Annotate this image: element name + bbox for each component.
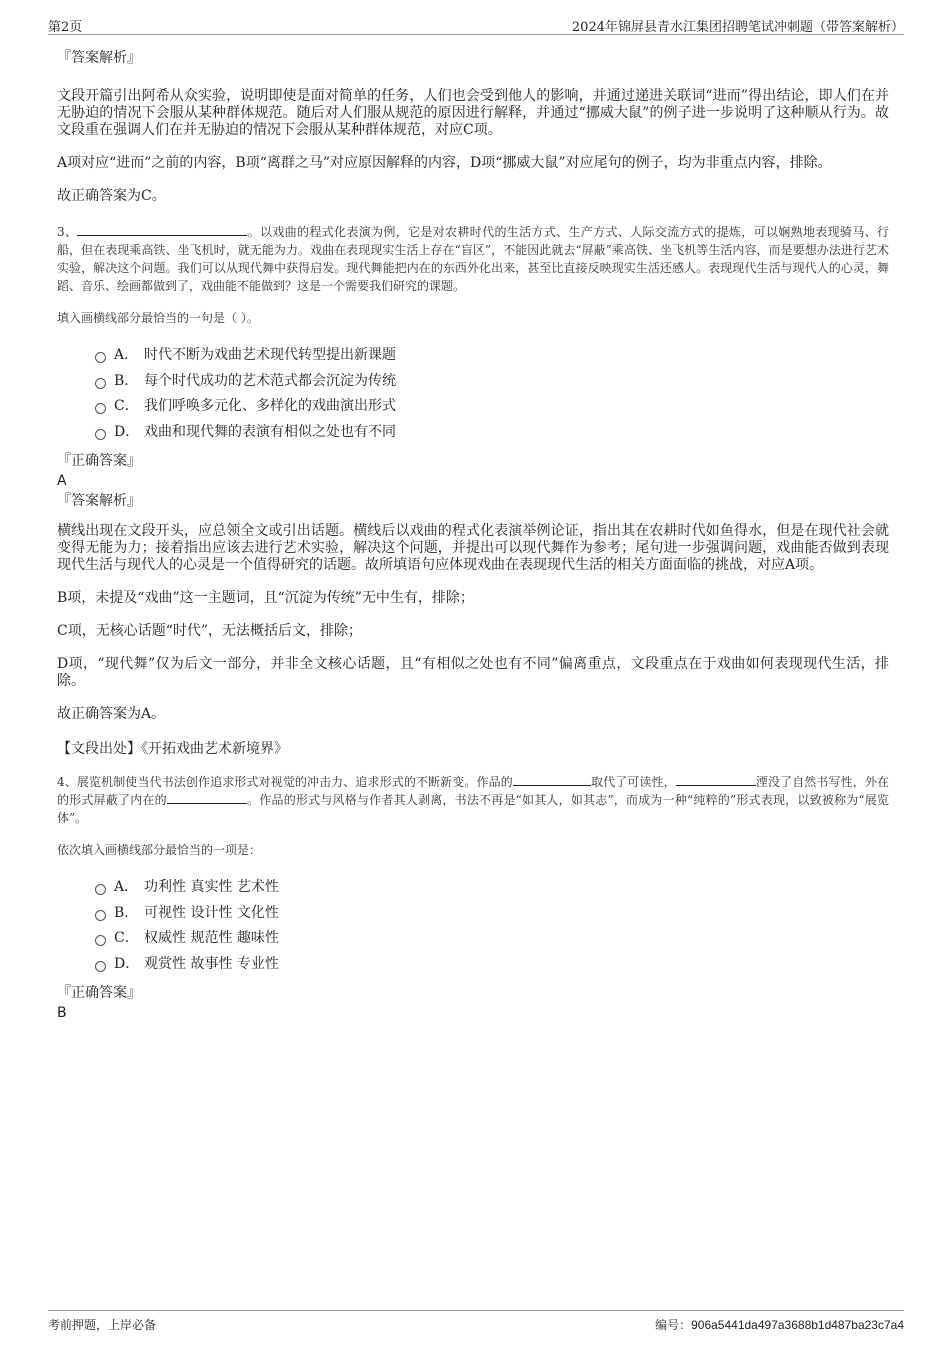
option-a[interactable] <box>95 877 889 903</box>
option-text: 我们呼唤多元化、多样化的戏曲演出形式 <box>144 398 396 414</box>
correct-answer-label: 『正确答案』 <box>57 985 141 1001</box>
document-code <box>655 1316 904 1333</box>
question-body: 。作品的形式与风格与作者其人剥离，书法不再是“如其人，如其志”，而成为一种“纯粹的”形式表现，以致被称为“展览体”。 <box>57 793 889 825</box>
question-3-text <box>57 223 889 295</box>
fill-blank <box>676 773 756 786</box>
option-d[interactable] <box>95 954 889 980</box>
analysis-label: 『答案解析』 <box>57 50 141 66</box>
radio-button[interactable] <box>95 935 106 946</box>
fill-blank <box>77 223 247 236</box>
analysis-paragraph: 文段开篇引出阿希从众实验，说明即使是面对简单的任务，人们也会受到他人的影响，并通过递进关联词“进而”得出结论，即人们在并无胁迫的情况下会服从某种群体规范。随后对人们服从规范的原因进行解释，并通过“挪威大鼠”的例子进一步说明了这种顺从行为。故文段重在强调人们在并无胁迫的情况下会服从某种群体规范，对应C项。 <box>57 88 889 138</box>
option-text: 时代不断为戏曲艺术现代转型提出新课题 <box>144 347 396 363</box>
code-label: 编号： <box>655 1318 692 1332</box>
option-text: 观赏性 故事性 专业性 <box>144 955 279 972</box>
page-number: 第2页 <box>48 20 83 35</box>
option-c[interactable] <box>95 396 889 422</box>
analysis-paragraph: C项，无核心话题“时代”，无法概括后文，排除； <box>57 623 363 639</box>
option-letter: D． <box>114 955 140 972</box>
document-title: 2024年锦屏县青水江集团招聘笔试冲刺题（带答案解析） <box>571 20 904 35</box>
answer-statement: 故正确答案为A。 <box>57 706 166 722</box>
radio-button[interactable] <box>95 378 106 389</box>
option-c[interactable] <box>95 928 889 954</box>
analysis-paragraph: A项对应“进而”之前的内容，B项“离群之马”对应原因解释的内容，D项“挪威大鼠”对应尾句的例子，均为非重点内容，排除。 <box>57 155 832 171</box>
option-d[interactable] <box>95 422 889 448</box>
radio-button[interactable] <box>95 429 106 440</box>
option-letter: A． <box>114 347 139 363</box>
question-4-options <box>95 877 889 979</box>
question-body: 湮没了自然书写性，外在的形式屏蔽了内在的 <box>57 775 889 807</box>
fill-blank <box>167 791 247 804</box>
question-body: 展览机制使当代书法创作追求形式对视觉的冲击力、追求形式的不断新变。作品的 <box>76 775 513 789</box>
question-3-options <box>95 345 889 447</box>
question-body: 取代了可读性， <box>590 775 676 789</box>
document-body <box>57 40 889 1023</box>
correct-answer: A <box>57 473 67 489</box>
code-value: 906a5441da497a3688b1d487ba23c7a4 <box>691 1318 904 1332</box>
radio-button[interactable] <box>95 403 106 414</box>
radio-button[interactable] <box>95 352 106 363</box>
fill-blank <box>513 773 591 786</box>
radio-button[interactable] <box>95 910 106 921</box>
option-text: 可视性 设计性 文化性 <box>144 904 279 921</box>
option-letter: C． <box>114 930 139 946</box>
option-text: 每个时代成功的艺术范式都会沉淀为传统 <box>144 372 396 389</box>
option-letter: A． <box>114 879 139 895</box>
option-letter: C． <box>114 398 139 414</box>
question-number: 4、 <box>57 775 77 789</box>
correct-answer: B <box>57 1005 67 1021</box>
question-prompt: 填入画横线部分最恰当的一句是（ ）。 <box>57 311 259 325</box>
option-letter: D． <box>114 423 140 440</box>
analysis-label: 『答案解析』 <box>57 493 141 509</box>
option-text: 戏曲和现代舞的表演有相似之处也有不同 <box>144 423 396 440</box>
question-4-text <box>57 773 889 827</box>
footer-slogan: 考前押题，上岸必备 <box>48 1318 157 1332</box>
analysis-paragraph: B项，未提及“戏曲”这一主题词，且“沉淀为传统”无中生有，排除； <box>57 590 474 606</box>
option-letter: B． <box>114 372 139 389</box>
passage-source: 【文段出处】《开拓戏曲艺术新境界》 <box>57 741 288 757</box>
radio-button[interactable] <box>95 884 106 895</box>
page-header <box>48 14 904 35</box>
correct-answer-label: 『正确答案』 <box>57 453 141 469</box>
answer-statement: 故正确答案为C。 <box>57 188 166 204</box>
analysis-paragraph: 横线出现在文段开头，应总领全文或引出话题。横线后以戏曲的程式化表演举例论证，指出其在农耕时代如鱼得水，但是在现代社会就变得无能为力；接着指出应该去进行艺术实验，解决这个问题，并提出可以现代舞作为参考；尾句进一步强调问题，戏曲能否做到表现现代生活与现代人的心灵是一个值得研究的话题。故所填语句应体现戏曲在表现现代生活的相关方面面临的挑战，对应A项。 <box>57 523 889 573</box>
page-footer <box>48 1310 904 1333</box>
option-letter: B． <box>114 904 139 921</box>
option-b[interactable] <box>95 903 889 929</box>
question-prompt: 依次填入画横线部分最恰当的一项是： <box>57 843 262 857</box>
option-text: 权威性 规范性 趣味性 <box>144 930 279 946</box>
question-number: 3、 <box>57 225 78 239</box>
option-text: 功利性 真实性 艺术性 <box>144 879 279 895</box>
option-a[interactable] <box>95 345 889 371</box>
radio-button[interactable] <box>95 961 106 972</box>
option-b[interactable] <box>95 371 889 397</box>
question-body: 。以戏曲的程式化表演为例，它是对农耕时代的生活方式、生产方式、人际交流方式的提炼，可以娴熟地表现骑马、行船，但在表现乘高铁、坐飞机时，就无能为力。戏曲在表现现实生活上存在“盲区”，不能因此就去“屏蔽”乘高铁、坐飞机等生活内容，而是要想办法进行艺术实验，解决这个问题。我们可以从现代舞中获得启发。现代舞能把内在的东西外化出来，甚至比直接反映现实生活还感人。表现现代生活与现代人的心灵，舞蹈、音乐、绘画都做到了，戏曲能不能做到？这是一个需要我们研究的课题。 <box>57 225 889 293</box>
analysis-paragraph: D项，“现代舞”仅为后文一部分，并非全文核心话题，且“有相似之处也有不同”偏离重点，文段重点在于戏曲如何表现现代生活，排除。 <box>57 656 889 689</box>
